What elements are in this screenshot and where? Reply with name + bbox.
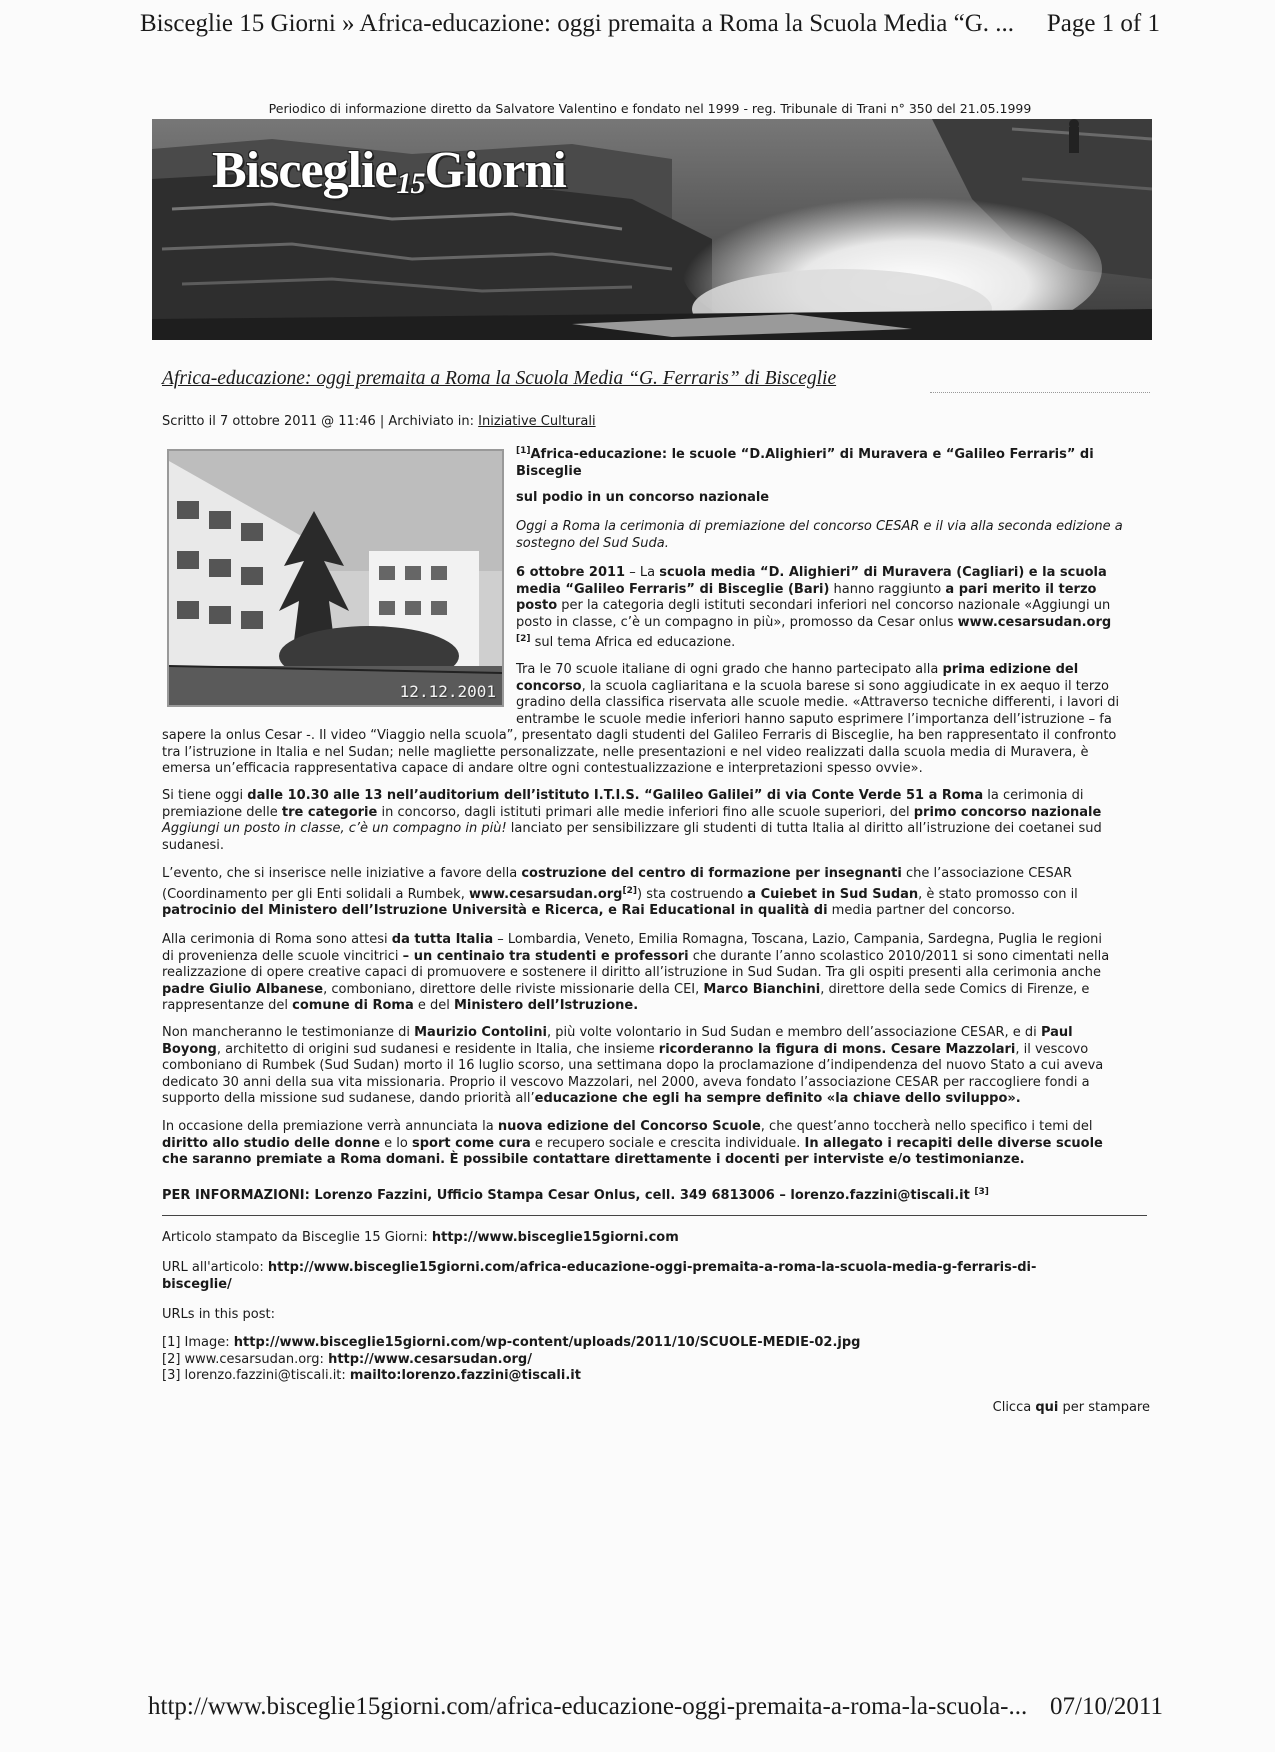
url3-link[interactable]: mailto:lorenzo.fazzini@tiscali.it (349, 1368, 581, 1384)
p3-text: premiazione delle (162, 804, 282, 820)
p6-bold: educazione che egli ha sempre definito «la chiave dello sviluppo». (534, 1091, 1021, 1107)
p6-bold: ricorderanno la figura di mons. Cesare Mazzolari (658, 1041, 1016, 1057)
heading-line-2: Bisceglie (516, 463, 582, 479)
p6-text: , più volte volontario in Sud Sudan e membro dell’associazione CESAR, e di (546, 1025, 1041, 1040)
p6-text: Non mancheranno le testimonianze di (162, 1025, 415, 1040)
paragraph-3 (162, 788, 1152, 854)
contact-info (162, 1184, 1152, 1205)
print-footer-date: 07/10/2011 (1050, 1693, 1163, 1720)
p4-bold: costruzione del centro di formazione per insegnanti (521, 866, 902, 881)
site-banner[interactable] (152, 119, 1152, 340)
p3-text: in concorso, dagli istituti primari alle medie inferiori fino alle scuole superiori, del (377, 804, 914, 820)
p5-bold: Ministero dell’Istruzione. (454, 998, 639, 1014)
p7-bold: diritto allo studio delle donne (162, 1135, 381, 1151)
p1-text: sul tema Africa ed educazione. (530, 635, 736, 651)
p5-text: che durante l’anno scolastico 2010/2011 si sono cimentati nella (688, 948, 1110, 964)
p5-text: e del (413, 998, 454, 1014)
ref-link-2[interactable]: [2] (622, 885, 637, 896)
title-divider (930, 392, 1150, 393)
p5-text: – Lombardia, Veneto, Emilia Romagna, Toscana, Lazio, Campania, Sardegna, Puglia le regioni (493, 932, 1103, 947)
p2-text: sapere la onlus Cesar -. Il video “Viaggio nella scuola”, presentato dagli studenti del Galileo Ferraris di Bisceglie, ha ben rappresentato il confronto (162, 728, 1117, 743)
p5-bold: da tutta Italia (391, 932, 494, 947)
article-subtitle (516, 519, 1146, 552)
p4-text: media partner del concorso. (827, 903, 1016, 919)
p4-text: ) sta costruendo (636, 886, 748, 902)
p5-bold: padre Giulio Albanese (162, 981, 324, 997)
p3-text: sudanesi. (162, 837, 224, 853)
p2-text: entrambe le scuole medie inferiori hanno saputo esprimere l’importanza dell’istruzione – fa (516, 711, 1112, 727)
p1-bold: scuola media “D. Alighieri” di Muravera (Cagliari) e la scuola (659, 565, 1107, 580)
byline-date: Scritto il 7 ottobre 2011 @ 11:46 | Archiviato in: (162, 414, 479, 429)
p6-text: dedicato 30 anni della sua vita missionaria. Proprio il vescovo Mazzolari, nel 2000, aveva fondato l’associazione CESAR per raccogliere fondi a (162, 1074, 1090, 1090)
p5-bold: – un centinaio tra studenti e professori (402, 948, 689, 964)
p5-text: di provenienza delle scuole vincitrici (162, 948, 403, 964)
p6-text: comboniano di Rumbek (Sud Sudan) morto il 16 luglio scorso, una settimana dopo la proclamazione d’indipendenza del nuovo Stato a cui aveva (162, 1058, 1104, 1074)
contact-text: PER INFORMAZIONI: Lorenzo Fazzini, Ufficio Stampa Cesar Onlus, cell. 349 6813006 – lorenzo.fazzini@tiscali.it (162, 1188, 975, 1203)
paragraph-4 (162, 866, 1152, 920)
p3-bold: dalle 10.30 alle 13 nell’auditorium dell’istituto I.T.I.S. “Galileo Galilei” di via Conte Verde 51 a Roma (247, 788, 984, 803)
article-url-label: URL all'articolo: (162, 1260, 268, 1275)
article-url-link[interactable]: bisceglie/ (162, 1276, 232, 1292)
paragraph-2-bottom (162, 728, 1152, 778)
p4-bold: patrocinio del Ministero dell’Istruzione Università e Ricerca, e Rai Educational in qualità di (162, 903, 828, 919)
p3-text: lanciato per sensibilizzare gli studenti di tutta Italia al diritto all’istruzione dei coetanei sud (506, 821, 1102, 837)
p3-text: la cerimonia di (983, 788, 1084, 803)
p5-bold: comune di Roma (292, 998, 414, 1014)
logo-part-1: Bisceglie (212, 142, 397, 199)
url2-label: [2] www.cesarsudan.org: (162, 1351, 329, 1367)
p4-text: che l’associazione CESAR (901, 866, 1072, 881)
article-photo[interactable] (167, 449, 504, 707)
p6-text: , architetto di origini sud sudanesi e residente in Italia, che insieme (216, 1041, 659, 1057)
p6-text: supporto della missione sud sudanese, dando priorità all’ (162, 1091, 535, 1107)
article-end-divider (162, 1215, 1147, 1216)
ref-link-2[interactable]: [2] (516, 634, 531, 645)
paragraph-1 (516, 565, 1146, 652)
p2-text: Tra le 70 scuole italiane di ogni grado che hanno partecipato alla (516, 662, 943, 677)
p5-text: rappresentanze del (162, 998, 293, 1014)
p1-text: posto in classe, c’è un compagno in più», promosso da Cesar onlus (516, 614, 958, 630)
urls-label: URLs in this post: (162, 1307, 275, 1322)
print-header (140, 10, 1160, 44)
p2-bold: concorso (516, 678, 582, 694)
ref-link-3[interactable]: [3] (974, 1187, 989, 1197)
p1-bold: a pari merito il terzo (945, 581, 1097, 597)
p6-text: , il vescovo (1015, 1041, 1089, 1057)
print-header-page: Page 1 of 1 (1046, 10, 1160, 37)
article-title[interactable]: Africa-educazione: oggi premaita a Roma la Scuola Media “G. Ferraris” di Bisceglie (162, 368, 837, 389)
p2-text: emersa un’efficacia rappresentativa capace di andare oltre ogni contestualizzazione e interpretazioni spesso ovvie». (162, 761, 923, 777)
print-header-title: Bisceglie 15 Giorni » Africa-educazione: oggi premaita a Roma la Scuola Media “G. ... (140, 10, 1015, 37)
p4-bold: a Cuiebet in Sud Sudan (747, 886, 919, 902)
article-url (162, 1260, 1152, 1293)
paragraph-5 (162, 932, 1152, 1015)
p7-text: e recupero sociale e crescita individuale. (530, 1135, 805, 1151)
p2-text: gradino della classifica riservata alle scuole medie. «Attraverso tecniche differenti, i lavori di (516, 695, 1120, 711)
p3-text: Si tiene oggi (162, 788, 248, 803)
p1-text: – La (625, 565, 660, 580)
url1-link[interactable]: http://www.bisceglie15giorni.com/wp-content/uploads/2011/10/SCUOLE-MEDIE-02.jpg (233, 1335, 861, 1350)
p7-text: , che quest’anno toccherà nello specifico i temi del (760, 1119, 1093, 1134)
article-heading (516, 443, 1146, 480)
p3-bold: tre categorie (281, 804, 378, 820)
p5-text: , direttore della sede Comics di Firenze, e (820, 981, 1090, 997)
p2-text: , la scuola cagliaritana e la scuola barese si sono aggiudicate in ex aequo il terzo (581, 678, 1109, 694)
printed-from-label: Articolo stampato da Bisceglie 15 Giorni: (162, 1230, 432, 1245)
print-link (900, 1400, 1150, 1417)
p7-bold: che saranno premiate a Roma domani. È possibile contattare direttamente i docenti per interviste e/o testimonianze. (162, 1152, 1025, 1168)
paragraph-6 (162, 1025, 1152, 1108)
p6-bold: Paul (1040, 1025, 1073, 1040)
p1-text: hanno raggiunto (829, 581, 946, 597)
p7-bold: sport come cura (412, 1135, 531, 1151)
article-url-link[interactable]: http://www.bisceglie15giorni.com/africa-educazione-oggi-premaita-a-roma-la-scuola-media-g-ferraris-di- (267, 1260, 1037, 1275)
printed-from (162, 1230, 1152, 1247)
p5-text: Alla cerimonia di Roma sono attesi (162, 932, 392, 947)
photo-date-stamp: 12.12.2001 (399, 682, 496, 701)
heading-line-1: Africa-educazione: le scuole “D.Alighieri” di Muravera e “Galileo Ferraris” di (530, 447, 1094, 462)
masthead-text: Periodico di informazione diretto da Salvatore Valentino e fondato nel 1999 - reg. Tribunale di Trani n° 350 del 21.05.1999 (268, 101, 1032, 116)
p3-bold: primo concorso nazionale (913, 804, 1102, 820)
cesar-link[interactable]: www.cesarsudan.org (957, 614, 1112, 630)
url3-label: [3] lorenzo.fazzini@tiscali.it: (162, 1368, 350, 1384)
ref-link-1[interactable]: [1] (516, 446, 531, 456)
p1-date: 6 ottobre 2011 (516, 565, 626, 580)
p3-italic: Aggiungi un posto in classe, c’è un compagno in più! (162, 821, 507, 837)
site-url-link[interactable]: http://www.bisceglie15giorni.com (431, 1230, 679, 1245)
subtitle-line-1: Oggi a Roma la cerimonia di premiazione del concorso CESAR e il via alla seconda edizione a (516, 519, 1123, 534)
school-building-photo (169, 451, 502, 705)
p2-bold: prima edizione del (942, 662, 1079, 677)
p5-text: realizzazione di opere creative capaci di promuovere e sostenere il diritto all’istruzione in Sud Sudan. Tra gli ospiti presenti alla cerimonia anche (162, 965, 1101, 981)
cesar-link[interactable]: www.cesarsudan.org (468, 886, 623, 902)
print-footer-url: http://www.bisceglie15giorni.com/africa-educazione-oggi-premaita-a-roma-la-scuola-... (148, 1693, 1028, 1720)
p7-bold: In allegato i recapiti delle diverse scuole (804, 1135, 1103, 1151)
p5-bold: Marco Bianchini (703, 981, 821, 997)
print-footer (148, 1693, 1163, 1723)
print-link-text: Clicca (992, 1400, 1036, 1415)
logo-part-2: 15 (396, 167, 425, 200)
url2-link[interactable]: http://www.cesarsudan.org/ (328, 1351, 532, 1367)
p2-text: tra l’istruzione in Italia e nel Sudan; nelle magliette personalizzate, nelle presentazioni e nel video realizzati dalla scuola media di Muravera, è (162, 744, 1089, 760)
p1-bold: media “Galileo Ferraris” di Bisceglie (Bari) (516, 581, 830, 597)
p7-bold: nuova edizione del Concorso Scuole (497, 1119, 761, 1134)
category-link[interactable]: Iniziative Culturali (478, 414, 596, 429)
p1-bold: posto (516, 598, 558, 614)
p6-bold: Maurizio Contolini (414, 1025, 547, 1040)
logo-part-3: Giorni (424, 142, 566, 199)
podium-line: sul podio in un concorso nazionale (516, 490, 770, 505)
p7-text: e lo (380, 1135, 412, 1151)
subtitle-line-2: sostegno del Sud Suda. (516, 535, 669, 551)
p4-text: (Coordinamento per gli Enti solidali a Rumbek, (162, 886, 469, 902)
byline (162, 414, 596, 429)
site-logo (212, 141, 566, 201)
url1-label: [1] Image: (162, 1335, 234, 1350)
paragraph-7 (162, 1119, 1152, 1169)
print-link-text: per stampare (1058, 1400, 1150, 1415)
p4-text: L’evento, che si inserisce nelle iniziative a favore della (162, 866, 522, 881)
print-here-link[interactable]: qui (1035, 1400, 1059, 1415)
p1-text: per la categoria degli istituti secondari inferiori nel concorso nazionale «Aggiungi un (557, 598, 1111, 614)
url-list (162, 1335, 1152, 1385)
p5-text: , comboniano, direttore delle riviste missionarie della CEI, (323, 981, 704, 997)
p4-text: , è stato promosso con il (918, 886, 1078, 902)
p6-bold: Boyong (162, 1041, 217, 1057)
paragraph-2-top (516, 662, 1146, 728)
p7-text: In occasione della premiazione verrà annunciata la (162, 1119, 498, 1134)
